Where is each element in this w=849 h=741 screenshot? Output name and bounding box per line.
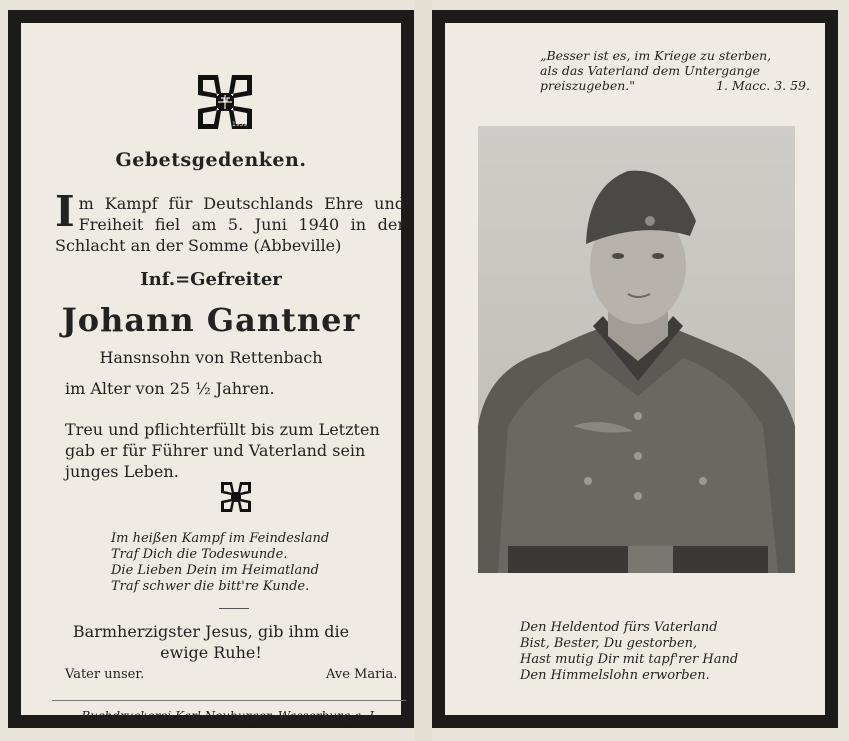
- verse: [520, 620, 738, 684]
- poem-line: Die Lieben Dein im Heimatland: [111, 563, 319, 578]
- quote-reference: 1. Macc. 3. 59.: [716, 78, 810, 93]
- rank: Inf.=Gefreiter: [140, 269, 282, 290]
- quote-line: „Besser ist es, im Kriege zu sterben,: [540, 48, 772, 63]
- intro-text: m Kampf für Deutschlands Ehre und Freiheit fiel am 5. Juni 1940 in der Schlacht an der Somme (Abbeville): [55, 194, 405, 255]
- quote-line: preiszugeben.": [540, 78, 635, 93]
- iron-cross-icon: [194, 71, 256, 133]
- verse-line: Den Heldentod fürs Vaterland: [520, 620, 718, 635]
- prayer: [21, 621, 401, 663]
- left-panel: [21, 23, 405, 723]
- deceased-name: Johann Gantner: [61, 301, 361, 339]
- printer-credit: Buchdruckerei Karl Neuburger, Wasserburg a. J.: [81, 709, 377, 723]
- loyalty-paragraph: Treu und pflichterfüllt bis zum Letzten gab er für Führer und Vaterland sein junges Leben.: [65, 420, 380, 481]
- bible-quote: [540, 48, 810, 93]
- ave-maria: Ave Maria.: [326, 667, 398, 682]
- verse-line: Hast mutig Dir mit tapf'rer Hand: [520, 652, 739, 667]
- poem: [111, 531, 329, 595]
- intro-paragraph: [55, 187, 405, 256]
- divider: [219, 608, 249, 609]
- prayer-line: Barmherzigster Jesus, gib ihm die: [72, 622, 350, 641]
- memorial-card-left: [8, 10, 414, 728]
- page-title: Gebetsgedenken.: [115, 149, 307, 171]
- poem-line: Traf Dich die Todeswunde.: [111, 547, 288, 562]
- footer-rule: [52, 700, 406, 701]
- soldier-portrait: [478, 126, 795, 573]
- cross-year: 1939: [232, 121, 248, 128]
- card-fold: [414, 0, 432, 741]
- origin: Hansnsohn von Rettenbach: [99, 348, 323, 367]
- verse-line: Bist, Bester, Du gestorben,: [520, 636, 698, 651]
- portrait-image: [478, 126, 795, 573]
- quote-line: als das Vaterland dem Untergange: [540, 63, 760, 78]
- age-line: im Alter von 25 ½ Jahren.: [65, 379, 275, 398]
- prayer-line: ewige Ruhe!: [160, 643, 262, 662]
- small-iron-cross-icon: [219, 480, 253, 514]
- poem-line: Im heißen Kampf im Feindesland: [111, 531, 330, 546]
- dropcap: I: [55, 187, 75, 236]
- verse-line: Den Himmelslohn erworben.: [520, 668, 710, 683]
- vater-unser: Vater unser.: [65, 667, 145, 682]
- poem-line: Traf schwer die bitt're Kunde.: [111, 579, 310, 594]
